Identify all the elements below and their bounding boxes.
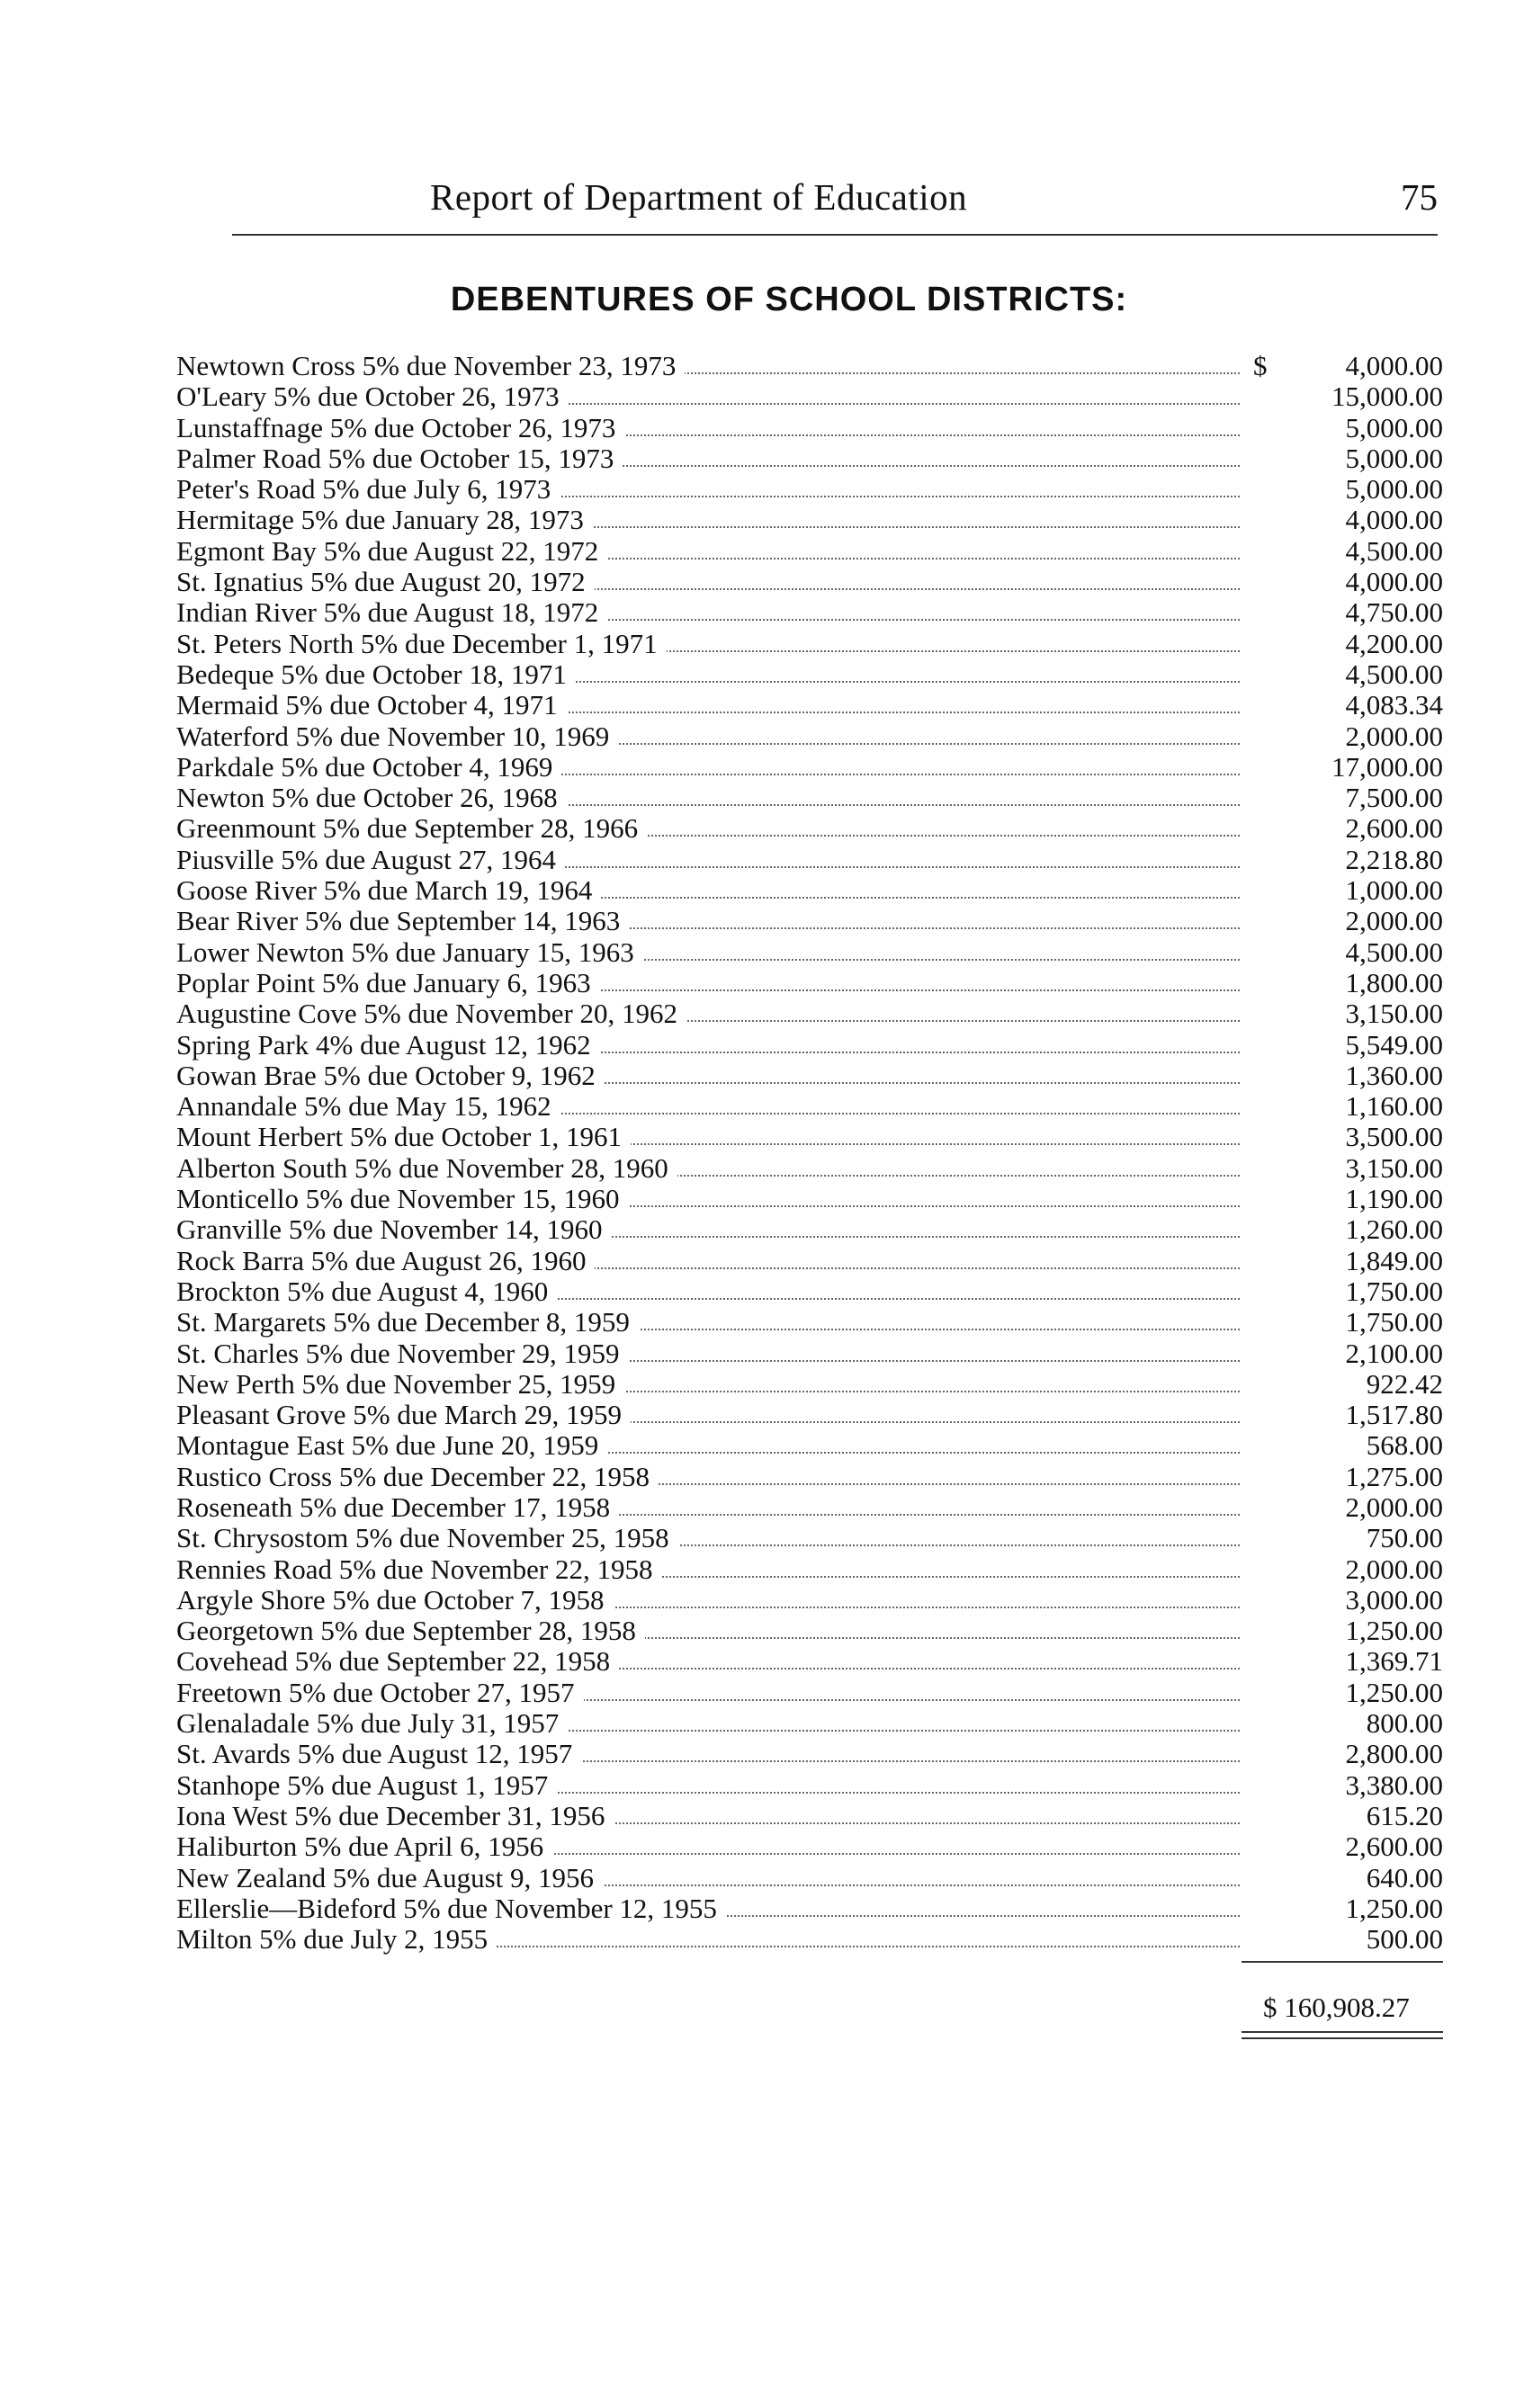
entry-amount: 1,000.00 <box>1345 874 1443 907</box>
list-item <box>176 1492 1443 1523</box>
double-rule-top <box>1242 2031 1443 2033</box>
entry-label: Iona West 5% due December 31, 1956 <box>176 1801 614 1831</box>
entry-amount: 2,000.00 <box>1345 1490 1443 1523</box>
list-item <box>176 1893 1443 1924</box>
entry-label: St. Ignatius 5% due August 20, 1972 <box>176 567 595 597</box>
list-item <box>176 968 1443 998</box>
entry-label: Annandale 5% due May 15, 1962 <box>176 1091 560 1122</box>
entry-label: Greenmount 5% due September 28, 1966 <box>176 813 647 844</box>
entry-label: Waterford 5% due November 10, 1969 <box>176 721 618 752</box>
list-item <box>176 1678 1443 1708</box>
entry-amount: 4,000.00 <box>1345 350 1443 381</box>
entry-label: Lunstaffnage 5% due October 26, 1973 <box>176 413 624 443</box>
entry-label: Indian River 5% due August 18, 1972 <box>176 597 607 628</box>
entry-amount: 1,250.00 <box>1345 1676 1443 1708</box>
entry-amount: 17,000.00 <box>1331 750 1443 783</box>
entry-amount: 7,500.00 <box>1345 782 1443 814</box>
sum-rule <box>1242 1961 1443 1963</box>
list-item <box>176 1554 1443 1585</box>
entry-amount: 2,218.80 <box>1345 843 1443 875</box>
list-item <box>176 1863 1443 1893</box>
entry-label: Covehead 5% due September 22, 1958 <box>176 1646 619 1677</box>
list-item <box>176 1523 1443 1553</box>
page-header <box>232 175 1438 231</box>
entry-label: Rustico Cross 5% due December 22, 1958 <box>176 1462 659 1492</box>
list-item <box>176 1276 1443 1307</box>
list-item <box>176 1646 1443 1677</box>
list-item <box>176 1338 1443 1369</box>
entry-label: Mount Herbert 5% due October 1, 1961 <box>176 1122 631 1152</box>
list-item <box>176 1924 1443 1955</box>
list-item <box>176 752 1443 783</box>
entry-label: Augustine Cove 5% due November 20, 1962 <box>176 998 686 1029</box>
list-item <box>176 783 1443 813</box>
list-item <box>176 813 1443 844</box>
list-item <box>176 1184 1443 1214</box>
list-item <box>176 1400 1443 1430</box>
list-item <box>176 845 1443 875</box>
list-item <box>176 413 1443 443</box>
entry-label: Mermaid 5% due October 4, 1971 <box>176 690 567 721</box>
entry-amount: 3,380.00 <box>1345 1768 1443 1801</box>
list-item <box>176 567 1443 597</box>
entry-label: Argyle Shore 5% due October 7, 1958 <box>176 1585 614 1616</box>
list-item <box>176 1801 1443 1831</box>
list-item <box>176 1122 1443 1152</box>
list-item <box>176 1369 1443 1400</box>
entry-amount: 4,500.00 <box>1345 658 1443 690</box>
list-item <box>176 381 1443 412</box>
entry-label: Granville 5% due November 14, 1960 <box>176 1214 612 1245</box>
entry-amount: 1,275.00 <box>1345 1460 1443 1492</box>
entry-label: St. Avards 5% due August 12, 1957 <box>176 1739 581 1769</box>
entry-amount: 3,150.00 <box>1345 998 1443 1030</box>
grand-total: $ 160,908.27 <box>1263 1991 1410 2023</box>
entry-amount: 1,750.00 <box>1345 1275 1443 1307</box>
entry-label: New Perth 5% due November 25, 1959 <box>176 1369 624 1400</box>
entry-amount: 2,000.00 <box>1345 720 1443 752</box>
entry-label: Bear River 5% due September 14, 1963 <box>176 906 629 936</box>
entry-label: Haliburton 5% due April 6, 1956 <box>176 1831 552 1862</box>
entry-amount: 1,190.00 <box>1345 1183 1443 1215</box>
entry-amount: 5,000.00 <box>1345 473 1443 506</box>
entry-label: Milton 5% due July 2, 1955 <box>176 1924 497 1955</box>
entry-label: Montague East 5% due June 20, 1959 <box>176 1430 607 1461</box>
entry-amount: 2,800.00 <box>1345 1738 1443 1770</box>
entry-label: Gowan Brae 5% due October 9, 1962 <box>176 1061 605 1091</box>
entry-amount: 1,517.80 <box>1345 1399 1443 1431</box>
entry-amount: 1,800.00 <box>1345 966 1443 998</box>
entry-label: Monticello 5% due November 15, 1960 <box>176 1184 628 1214</box>
list-item <box>176 351 1443 381</box>
list-item <box>176 1770 1443 1801</box>
header-rule <box>232 234 1438 236</box>
entry-amount: 2,600.00 <box>1345 1831 1443 1863</box>
list-item <box>176 1462 1443 1492</box>
list-item <box>176 505 1443 535</box>
entry-amount: 1,750.00 <box>1345 1306 1443 1338</box>
list-item <box>176 629 1443 659</box>
entry-amount: 1,360.00 <box>1345 1059 1443 1091</box>
list-item <box>176 659 1443 690</box>
entry-amount: 3,500.00 <box>1345 1121 1443 1153</box>
list-item <box>176 1246 1443 1276</box>
entry-label: Stanhope 5% due August 1, 1957 <box>176 1770 557 1801</box>
list-item <box>176 875 1443 906</box>
entry-amount: 1,250.00 <box>1345 1892 1443 1924</box>
list-item <box>176 443 1443 474</box>
entry-label: Spring Park 4% due August 12, 1962 <box>176 1030 600 1061</box>
entry-label: Peter's Road 5% due July 6, 1973 <box>176 474 560 505</box>
entry-amount: 1,250.00 <box>1345 1615 1443 1647</box>
entry-amount: 1,160.00 <box>1345 1090 1443 1123</box>
entry-label: Palmer Road 5% due October 15, 1973 <box>176 443 623 474</box>
entry-label: New Zealand 5% due August 9, 1956 <box>176 1863 603 1893</box>
entry-label: O'Leary 5% due October 26, 1973 <box>176 381 569 412</box>
double-rule-bottom <box>1242 2037 1443 2039</box>
entry-amount: 4,500.00 <box>1345 935 1443 968</box>
list-item <box>176 721 1443 752</box>
entry-amount: 4,000.00 <box>1345 566 1443 598</box>
entry-label: Alberton South 5% due November 28, 1960 <box>176 1153 677 1184</box>
entry-label: Poplar Point 5% due January 6, 1963 <box>176 968 600 998</box>
list-item <box>176 1708 1443 1739</box>
entry-label: Lower Newton 5% due January 15, 1963 <box>176 937 643 968</box>
entry-label: St. Chrysostom 5% due November 25, 1958 <box>176 1523 678 1553</box>
list-item <box>176 998 1443 1029</box>
list-item <box>176 937 1443 968</box>
list-item <box>176 536 1443 567</box>
entry-label: Glenaladale 5% due July 31, 1957 <box>176 1708 568 1739</box>
list-item <box>176 1739 1443 1769</box>
list-item <box>176 1307 1443 1338</box>
entry-amount: 5,000.00 <box>1345 442 1443 474</box>
entry-amount: 615.20 <box>1366 1799 1443 1831</box>
list-item <box>176 1214 1443 1245</box>
entry-label: Bedeque 5% due October 18, 1971 <box>176 659 576 690</box>
entry-label: Ellerslie—Bideford 5% due November 12, 1955 <box>176 1893 726 1924</box>
list-item <box>176 690 1443 721</box>
section-title: DEBENTURES OF SCHOOL DISTRICTS: <box>450 281 1128 318</box>
entry-amount: 2,000.00 <box>1345 1553 1443 1585</box>
entry-amount: 750.00 <box>1366 1522 1443 1554</box>
list-item <box>176 1153 1443 1184</box>
entry-amount: 4,083.34 <box>1345 689 1443 721</box>
list-item <box>176 1831 1443 1862</box>
entry-label: Rennies Road 5% due November 22, 1958 <box>176 1554 661 1585</box>
entry-label: Newtown Cross 5% due November 23, 1973 <box>176 351 685 381</box>
running-title: Report of Department of Education <box>430 176 968 218</box>
entry-amount: 4,750.00 <box>1345 596 1443 629</box>
entry-amount: 500.00 <box>1366 1923 1443 1956</box>
entry-label: Pleasant Grove 5% due March 29, 1959 <box>176 1400 631 1430</box>
entry-label: Hermitage 5% due January 28, 1973 <box>176 505 593 535</box>
entry-amount: 4,000.00 <box>1345 504 1443 536</box>
entry-amount: 922.42 <box>1366 1367 1443 1400</box>
list-item <box>176 1091 1443 1122</box>
entry-label: Parkdale 5% due October 4, 1969 <box>176 752 561 783</box>
entry-label: St. Margarets 5% due December 8, 1959 <box>176 1307 639 1338</box>
entry-amount: 3,000.00 <box>1345 1583 1443 1616</box>
entry-amount: 3,150.00 <box>1345 1151 1443 1184</box>
entry-amount: 4,200.00 <box>1345 627 1443 659</box>
list-item <box>176 1430 1443 1461</box>
entry-label: Brockton 5% due August 4, 1960 <box>176 1276 557 1307</box>
entry-label: Freetown 5% due October 27, 1957 <box>176 1678 584 1708</box>
list-item <box>176 906 1443 936</box>
entry-label: Piusville 5% due August 27, 1964 <box>176 845 565 875</box>
entry-label: Egmont Bay 5% due August 22, 1972 <box>176 536 607 567</box>
entry-amount: 800.00 <box>1366 1707 1443 1740</box>
entry-amount: 4,500.00 <box>1345 534 1443 567</box>
list-item <box>176 1061 1443 1091</box>
entry-amount: 1,369.71 <box>1345 1645 1443 1678</box>
entry-label: Roseneath 5% due December 17, 1958 <box>176 1492 619 1523</box>
entry-amount: 1,260.00 <box>1345 1213 1443 1246</box>
entry-amount: 2,600.00 <box>1345 812 1443 845</box>
list-item <box>176 1616 1443 1646</box>
entry-label: Rock Barra 5% due August 26, 1960 <box>176 1246 595 1276</box>
list-item <box>176 474 1443 505</box>
debenture-list <box>176 351 1443 1955</box>
currency-symbol: $ <box>1253 350 1268 381</box>
entry-label: Goose River 5% due March 19, 1964 <box>176 875 601 906</box>
entry-amount: 1,849.00 <box>1345 1244 1443 1276</box>
entry-amount: 5,000.00 <box>1345 411 1443 443</box>
entry-label: St. Charles 5% due November 29, 1959 <box>176 1338 628 1369</box>
entry-label: Georgetown 5% due September 28, 1958 <box>176 1616 645 1646</box>
list-item <box>176 597 1443 628</box>
entry-amount: 2,100.00 <box>1345 1337 1443 1369</box>
list-item <box>176 1030 1443 1061</box>
entry-label: St. Peters North 5% due December 1, 1971 <box>176 629 667 659</box>
entry-amount: 640.00 <box>1366 1861 1443 1893</box>
entry-amount: 2,000.00 <box>1345 905 1443 937</box>
page-number: 75 <box>1401 176 1438 218</box>
entry-amount: 5,549.00 <box>1345 1028 1443 1061</box>
entry-label: Newton 5% due October 26, 1968 <box>176 783 567 813</box>
entry-amount: 15,000.00 <box>1331 380 1443 413</box>
entry-amount: 568.00 <box>1366 1429 1443 1462</box>
list-item <box>176 1585 1443 1616</box>
